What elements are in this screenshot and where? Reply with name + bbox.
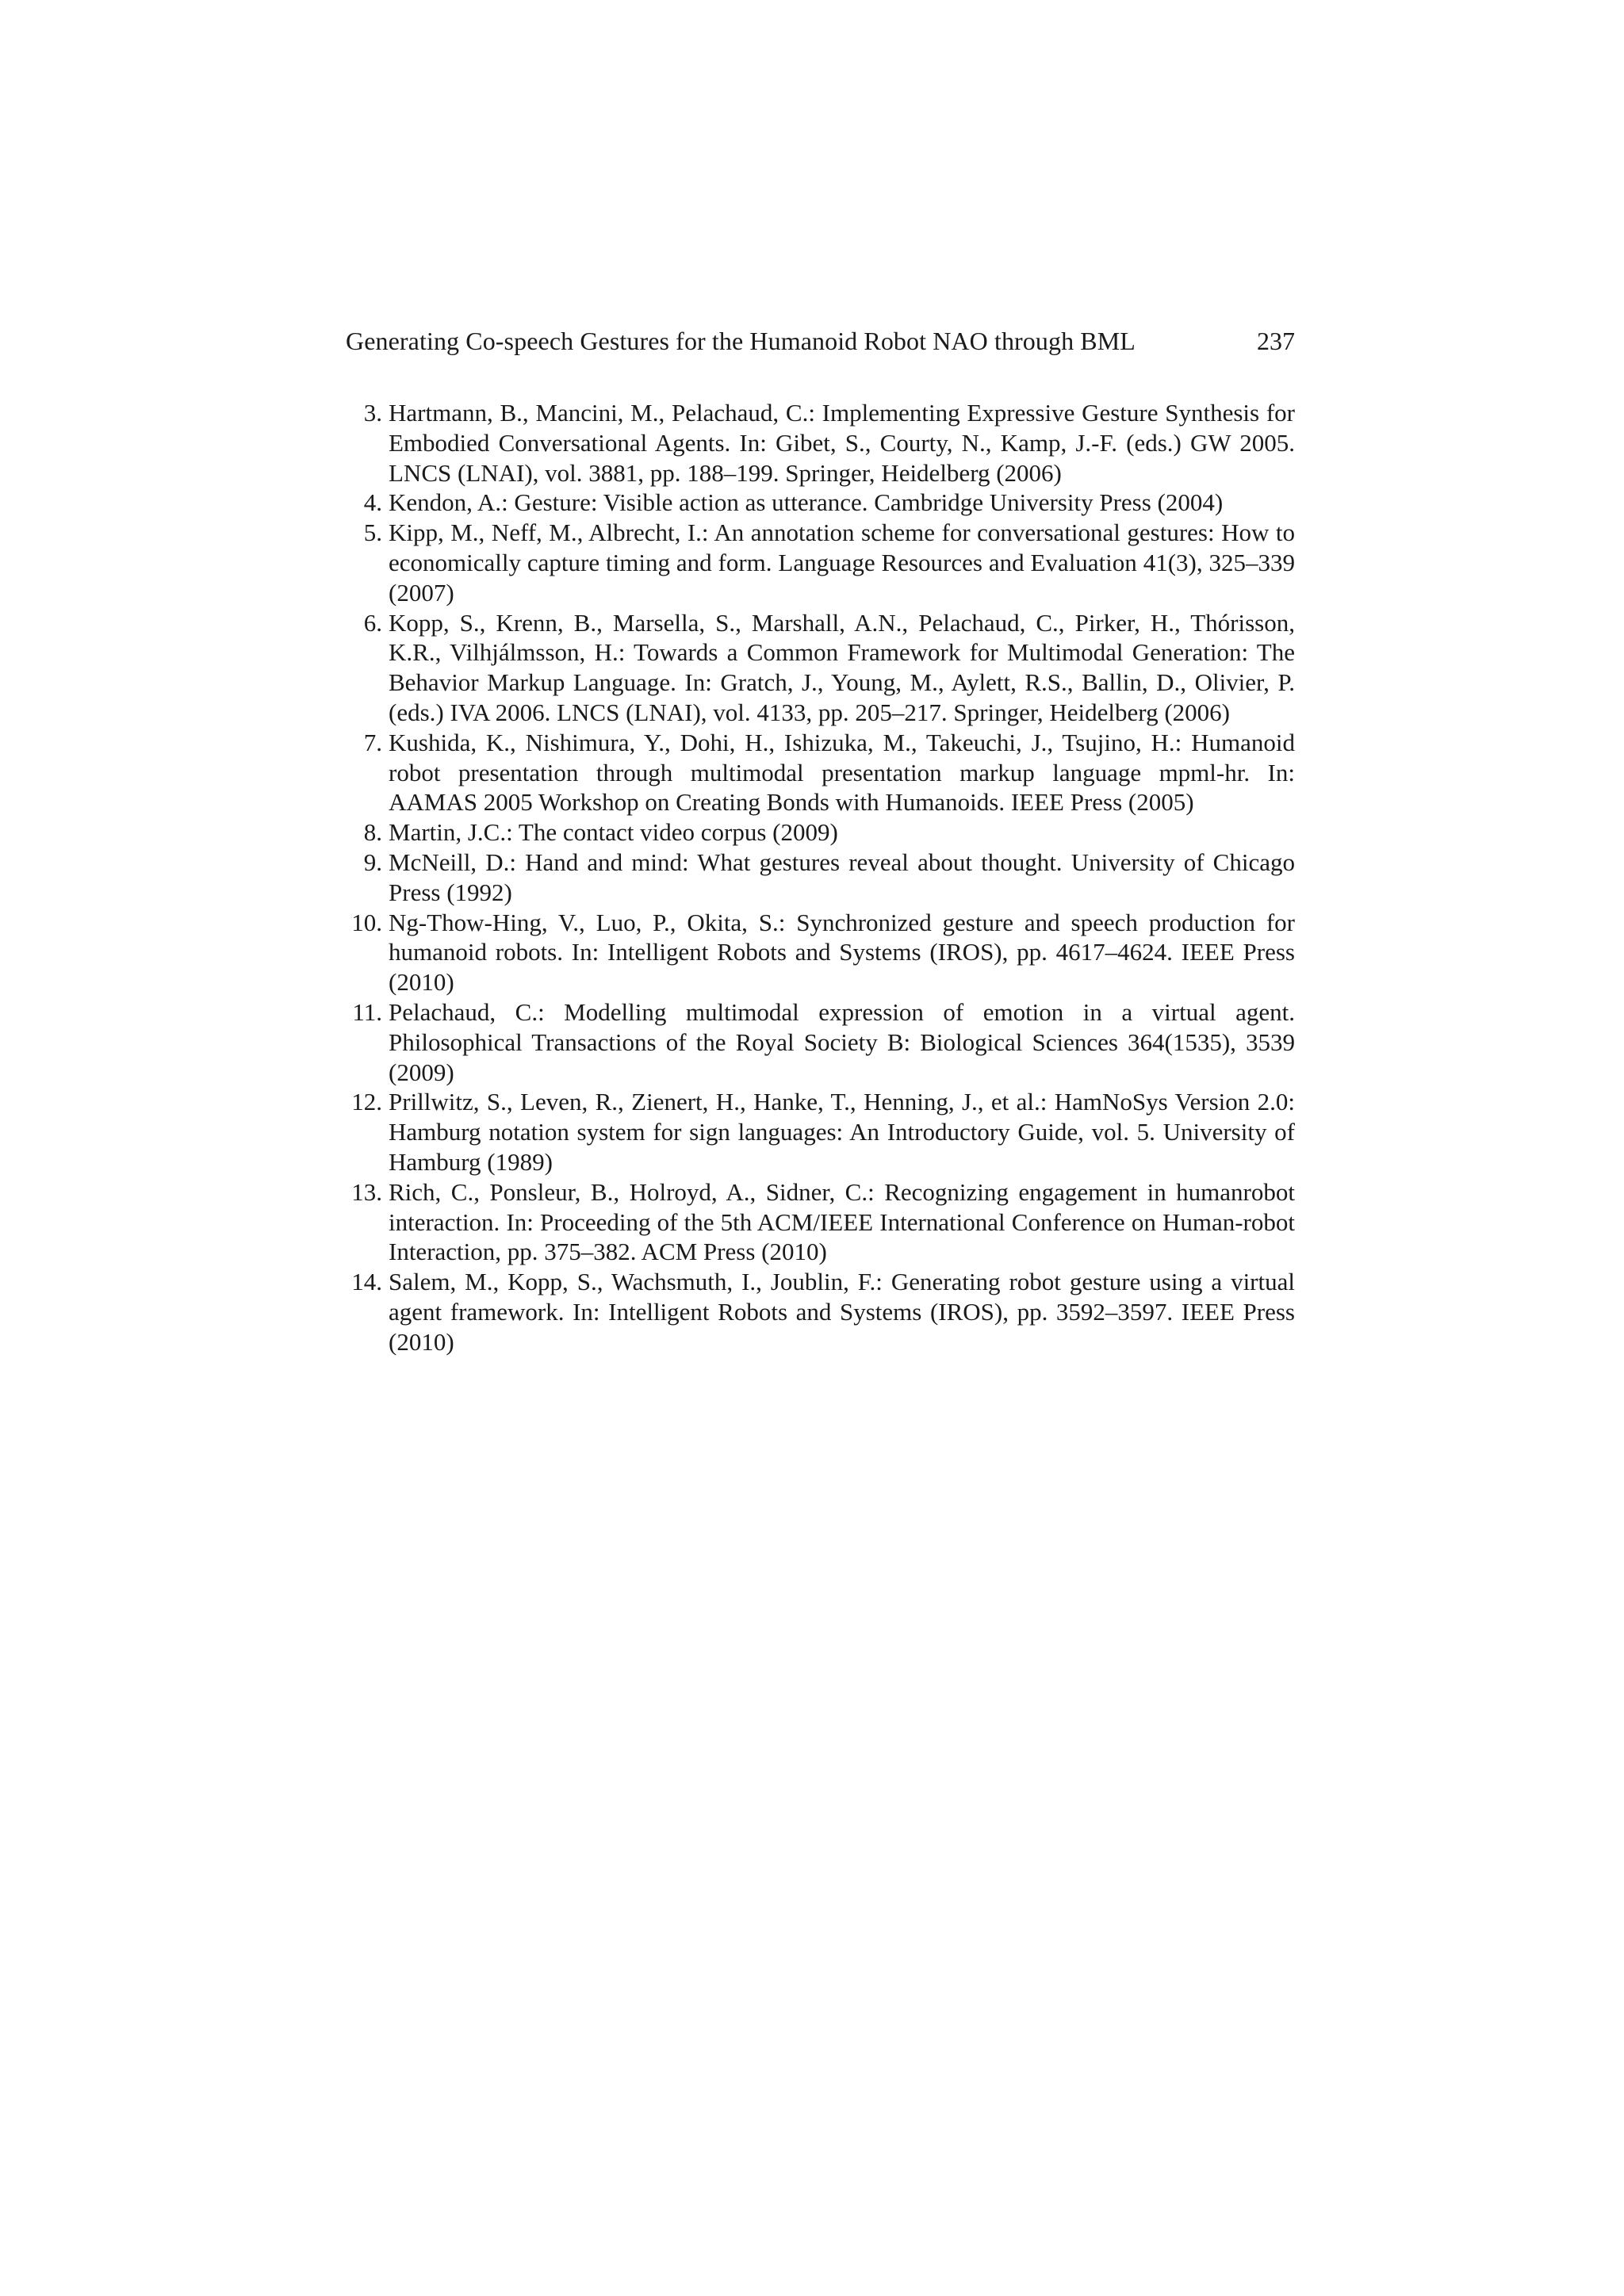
reference-list [346, 398, 1295, 1357]
reference-item [346, 398, 1295, 488]
reference-text: Kushida, K., Nishimura, Y., Dohi, H., Ishizuka, M., Takeuchi, J., Tsujino, H.: Humanoid robot presentation through multimodal presentation markup language mpml-hr. In: AAMAS 2005 Workshop on Creating Bonds with Humanoids. IEEE Press (2005) [389, 728, 1295, 817]
reference-item [346, 488, 1295, 518]
reference-text: Kipp, M., Neff, M., Albrecht, I.: An annotation scheme for conversational gestures: How to economically capture timing and form. Language Resources and Evaluation 41(3), 325–339 (2007) [389, 519, 1295, 607]
reference-text: Pelachaud, C.: Modelling multimodal expression of emotion in a virtual agent. Philosophical Transactions of the Royal Society B: Biological Sciences 364(1535), 3539 (2009) [389, 997, 1295, 1086]
reference-item [346, 908, 1295, 997]
running-header [346, 323, 1295, 358]
reference-item [346, 608, 1295, 728]
reference-text: Ng-Thow-Hing, V., Luo, P., Okita, S.: Synchronized gesture and speech production for humanoid robots. In: Intelligent Robots and Systems (IROS), pp. 4617–4624. IEEE Press (2010) [389, 908, 1295, 997]
page-number: 237 [1257, 327, 1295, 355]
reference-text: Prillwitz, S., Leven, R., Zienert, H., Hanke, T., Henning, J., et al.: HamNoSys Version 2.0: Hamburg notation system for sign languages: An Introductory Guide, vol. 5. University of Hamburg (1989) [389, 1088, 1295, 1176]
reference-text: Salem, M., Kopp, S., Wachsmuth, I., Joublin, F.: Generating robot gesture using a virtual agent framework. In: Intelligent Robots and Systems (IROS), pp. 3592–​3597. IEEE Press (2010) [389, 1268, 1295, 1356]
reference-number: 5. [363, 519, 382, 547]
reference-number: 4. [363, 488, 382, 517]
reference-text: Martin, J.C.: The contact video corpus (2009) [389, 818, 838, 847]
reference-number: 8. [363, 818, 382, 847]
reference-number: 3. [363, 399, 382, 427]
running-title: Generating Co-speech Gestures for the Humanoid Robot NAO through BML [346, 327, 1136, 355]
reference-number: 9. [363, 848, 382, 876]
reference-item [346, 1267, 1295, 1357]
reference-number: 7. [363, 728, 382, 756]
reference-item [346, 1087, 1295, 1177]
reference-number: 11. [352, 997, 382, 1026]
reference-text: McNeill, D.: Hand and mind: What gestures reveal about thought. University of Chicago Press (1992) [389, 848, 1295, 906]
reference-item [346, 997, 1295, 1087]
reference-number: 14. [351, 1268, 382, 1296]
reference-number: 6. [363, 608, 382, 637]
reference-item [346, 728, 1295, 817]
reference-item [346, 1177, 1295, 1267]
reference-item [346, 848, 1295, 908]
reference-number: 13. [351, 1177, 382, 1206]
reference-item [346, 518, 1295, 607]
reference-number: 12. [351, 1088, 382, 1116]
reference-text: Hartmann, B., Mancini, M., Pelachaud, C.: Implementing Expressive Gesture Synthesis for Embodied Conversational Agents. In: Gibet, S., Courty, N., Kamp, J.-F. (eds.) GW 2005. LNCS (LNAI), vol. 3881, pp. 188–199. Springer, Heidelberg (2006) [389, 399, 1295, 487]
reference-text: Kendon, A.: Gesture: Visible action as utterance. Cambridge University Press (2004) [389, 488, 1224, 517]
reference-number: 10. [351, 908, 382, 936]
page [346, 323, 1295, 1357]
reference-text: Rich, C., Ponsleur, B., Holroyd, A., Sidner, C.: Recognizing engagement in humanrobot interaction. In: Proceeding of the 5th ACM/IEEE International Conference on Human-robot Interaction, pp. 375–382. ACM Press (2010) [389, 1177, 1295, 1266]
reference-text: Kopp, S., Krenn, B., Marsella, S., Marshall, A.N., Pelachaud, C., Pirker, H., Thórisson, K.R., Vilhjálmsson, H.: Towards a Common Framework for Multimodal Generation: The Behavior Markup Language. In: Gratch, J., Young, M., Aylett, R.S., Ballin, D., Olivier, P. (eds.) IVA 2006. LNCS (LNAI), vol. 4133, pp. 205–217. Springer, Heidelberg (2006) [389, 608, 1295, 726]
reference-item [346, 817, 1295, 848]
